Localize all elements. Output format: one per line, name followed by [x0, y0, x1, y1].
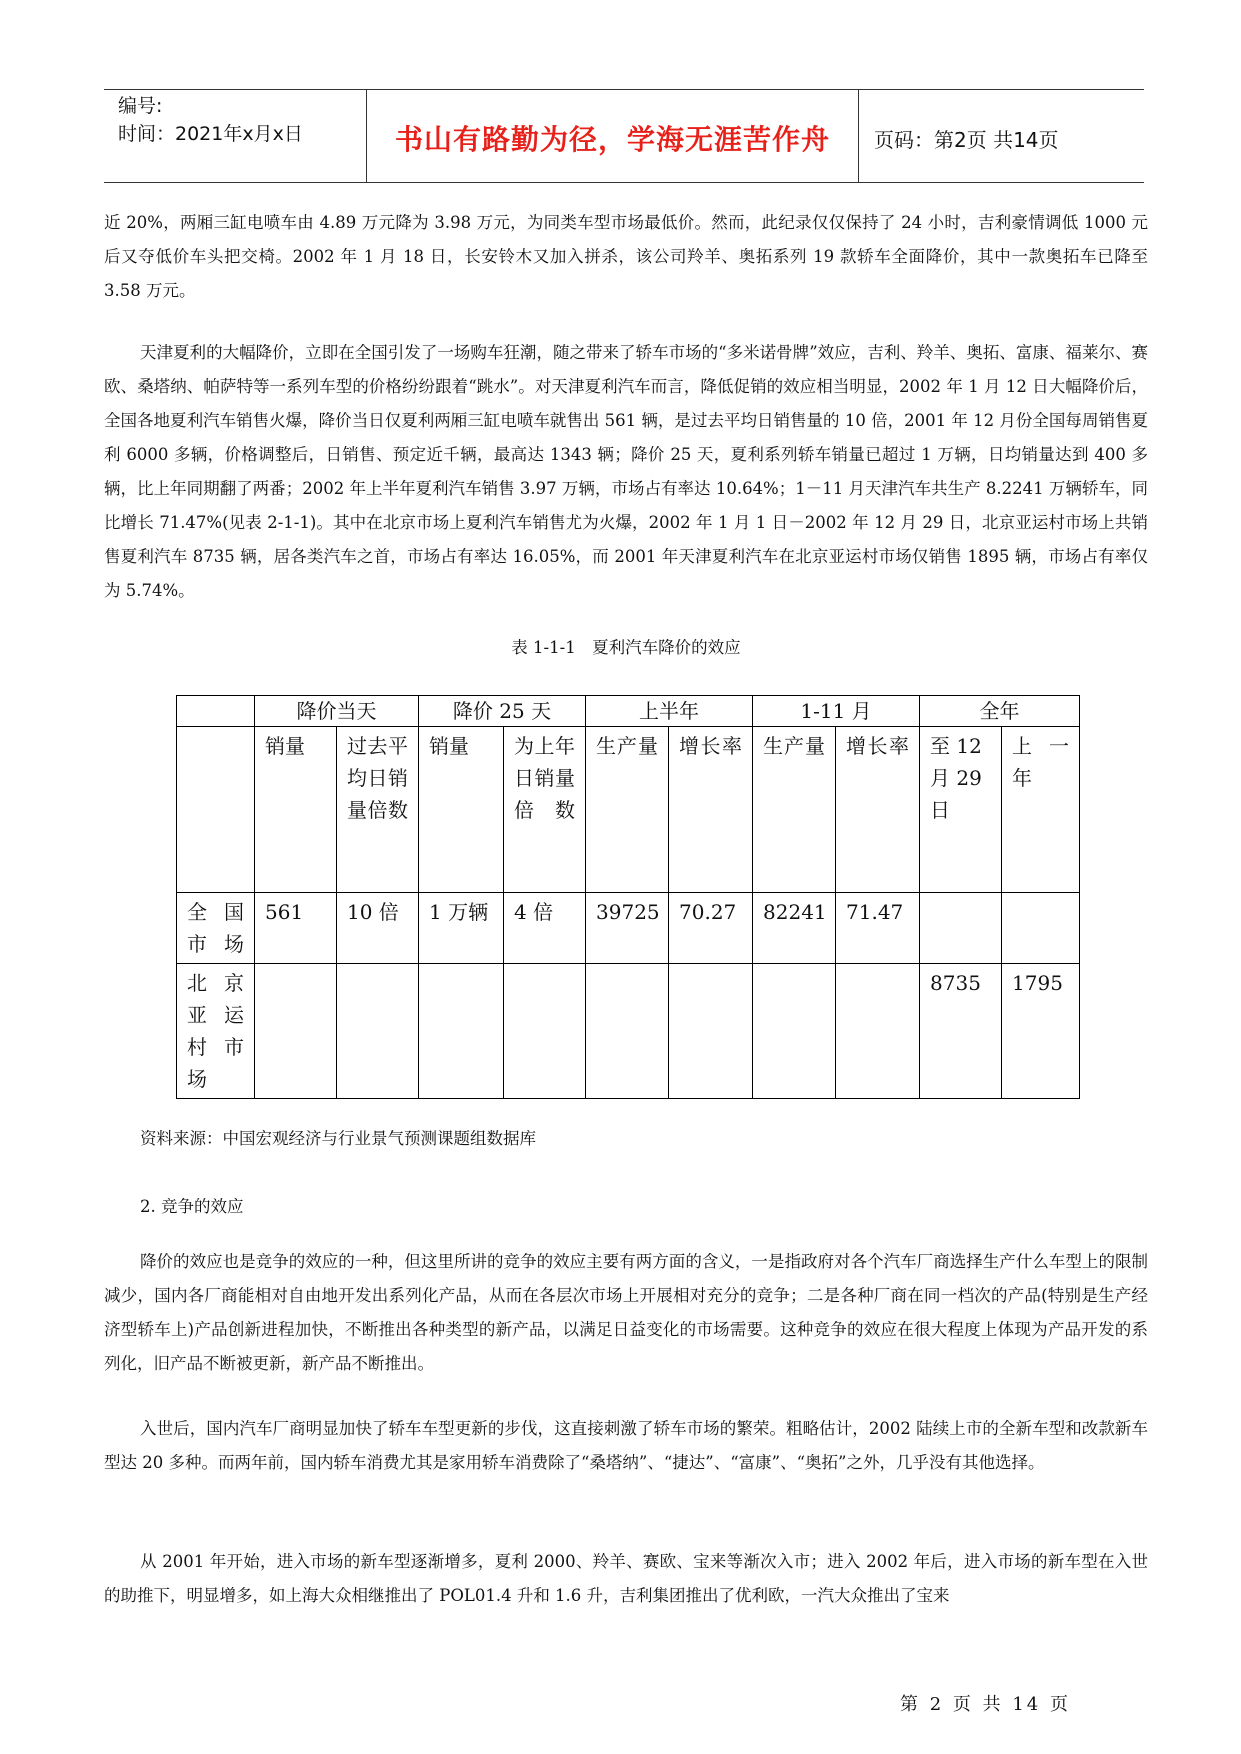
- table-cell: [669, 964, 753, 1099]
- table-cell: [419, 964, 504, 1099]
- table-row-label: 北京亚运村市场: [177, 964, 255, 1099]
- table-cell: 82241: [753, 893, 836, 964]
- table-cell: [255, 964, 337, 1099]
- table-sub-header: 生产量: [586, 727, 669, 893]
- table-group-header: 降价 25 天: [419, 696, 586, 727]
- table-row-label: 全国市场: [177, 893, 255, 964]
- table-group-header: 全年: [920, 696, 1080, 727]
- table-cell: [753, 964, 836, 1099]
- table-cell: 1 万辆: [419, 893, 504, 964]
- section-heading: 2. 竞争的效应: [140, 1197, 244, 1216]
- table-cell: [586, 964, 669, 1099]
- table-sub-header-row: [177, 727, 1080, 893]
- footer-page-number: 第 2 页 共 14 页: [900, 1694, 1071, 1715]
- table-sub-header: 生产量: [753, 727, 836, 893]
- table-row: [177, 964, 1080, 1099]
- paragraph-3: 降价的效应也是竞争的效应的一种，但这里所讲的竞争的效应主要有两方面的含义，一是指政府对各个汽车厂商选择生产什么车型上的限制减少，国内各厂商能相对自由地开发出系列化产品，从而在各层次市场上开展相对充分的竞争；二是各种厂商在同一档次的产品(特别是生产经济型轿车上)产品创新进程加快，不断推出各种类型的新产品，以满足日益变化的市场需要。这种竞争的效应在很大程度上体现为产品开发的系列化，旧产品不断被更新，新产品不断推出。: [104, 1252, 1148, 1373]
- table-cell: 4 倍: [504, 893, 586, 964]
- table-sub-header: 过去平均日销量倍数: [337, 727, 419, 893]
- data-table: [176, 695, 1080, 1099]
- header-top-rule: [104, 89, 1144, 90]
- header-motto: 书山有路勤为径，学海无涯苦作舟: [394, 123, 830, 156]
- table-sub-header: 增长率: [669, 727, 753, 893]
- table-empty-cell: [177, 727, 255, 893]
- table-sub-header: 增长率: [836, 727, 920, 893]
- source-note: 资料来源：中国宏观经济与行业景气预测课题组数据库: [140, 1129, 536, 1148]
- document-number-label: 编号:: [118, 95, 163, 117]
- table-cell: [504, 964, 586, 1099]
- table-cell: [337, 964, 419, 1099]
- table-row: [177, 893, 1080, 964]
- paragraph-1: 近 20%，两厢三缸电喷车由 4.89 万元降为 3.98 万元，为同类车型市场最低价。然而，此纪录仅仅保持了 24 小时，吉利豪情调低 1000 元后又夺低价车头把交椅。2002 年 1 月 18 日，长安铃木又加入拼杀，该公司羚羊、奥拓系列 19 款轿车全面降价，其中一款奥拓车已降至 3.58 万元。: [104, 213, 1148, 300]
- table-cell: 39725: [586, 893, 669, 964]
- document-time-label: 时间：2021年x月x日: [118, 123, 303, 145]
- table-cell: 71.47: [836, 893, 920, 964]
- table-sub-header: 为上年日销量倍数: [504, 727, 586, 893]
- table-caption: 表 1-1-1 夏利汽车降价的效应: [511, 638, 741, 657]
- paragraph-4: 入世后，国内汽车厂商明显加快了轿车车型更新的步伐，这直接刺激了轿车市场的繁荣。粗略估计，2002 陆续上市的全新车型和改款新车型达 20 多种。而两年前，国内轿车消费尤其是家用轿车消费除了“桑塔纳”、“捷达”、“富康”、“奥拓”之外，几乎没有其他选择。: [104, 1419, 1148, 1472]
- header-divider-left: [366, 89, 367, 182]
- table-group-header-row: [177, 696, 1080, 727]
- table-cell: 10 倍: [337, 893, 419, 964]
- header-page-label: 页码：第2页 共14页: [874, 128, 1059, 152]
- header-divider-right: [858, 89, 859, 182]
- table-sub-header: 至 12 月 29 日: [920, 727, 1002, 893]
- table-corner-cell: [177, 696, 255, 727]
- table-cell: 70.27: [669, 893, 753, 964]
- paragraph-2: 天津夏利的大幅降价，立即在全国引发了一场购车狂潮，随之带来了轿车市场的“多米诺骨牌”效应，吉利、羚羊、奥拓、富康、福莱尔、赛欧、桑塔纳、帕萨特等一系列车型的价格纷纷跟着“跳水”。对天津夏利汽车而言，降低促销的效应相当明显，2002 年 1 月 12 日大幅降价后，全国各地夏利汽车销售火爆，降价当日仅夏利两厢三缸电喷车就售出 561 辆，是过去平均日销售量的 10 倍，2001 年 12 月份全国每周销售夏利 6000 多辆，价格调整后，日销售、预定近千辆，最高达 1343 辆；降价 25 天，夏利系列轿车销量已超过 1 万辆，日均销量达到 400 多辆，比上年同期翻了两番；2002 年上半年夏利汽车销售 3.97 万辆，市场占有率达 10.64%；1－11 月天津汽车共生产 8.2241 万辆轿车，同比增长 71.47%(见表 2-1-1)。其中在北京市场上夏利汽车销售尤为火爆，2002 年 1 月 1 日－2002 年 12 月 29 日，北京亚运村市场上共销售夏利汽车 8735 辆，居各类汽车之首，市场占有率达 16.05%，而 2001 年天津夏利汽车在北京亚运村市场仅销售 1895 辆，市场占有率仅为 5.74%。: [104, 343, 1148, 600]
- table-group-header: 1-11 月: [753, 696, 920, 727]
- table-group-header: 降价当天: [255, 696, 419, 727]
- table-cell: [836, 964, 920, 1099]
- paragraph-5: 从 2001 年开始，进入市场的新车型逐渐增多，夏利 2000、羚羊、赛欧、宝来等渐次入市；进入 2002 年后，进入市场的新车型在入世的助推下，明显增多，如上海大众相继推出了 POL01.4 升和 1.6 升，吉利集团推出了优利欧，一汽大众推出了宝来: [104, 1552, 1148, 1605]
- table-sub-header: 上一年: [1002, 727, 1080, 893]
- table-cell: [1002, 893, 1080, 964]
- table-sub-header: 销量: [419, 727, 504, 893]
- table-cell: 1795: [1002, 964, 1080, 1099]
- header-bottom-rule: [104, 182, 1144, 183]
- header-info: [118, 92, 303, 148]
- table-cell: 561: [255, 893, 337, 964]
- table-sub-header: 销量: [255, 727, 337, 893]
- table-cell: 8735: [920, 964, 1002, 1099]
- table-cell: [920, 893, 1002, 964]
- table-group-header: 上半年: [586, 696, 753, 727]
